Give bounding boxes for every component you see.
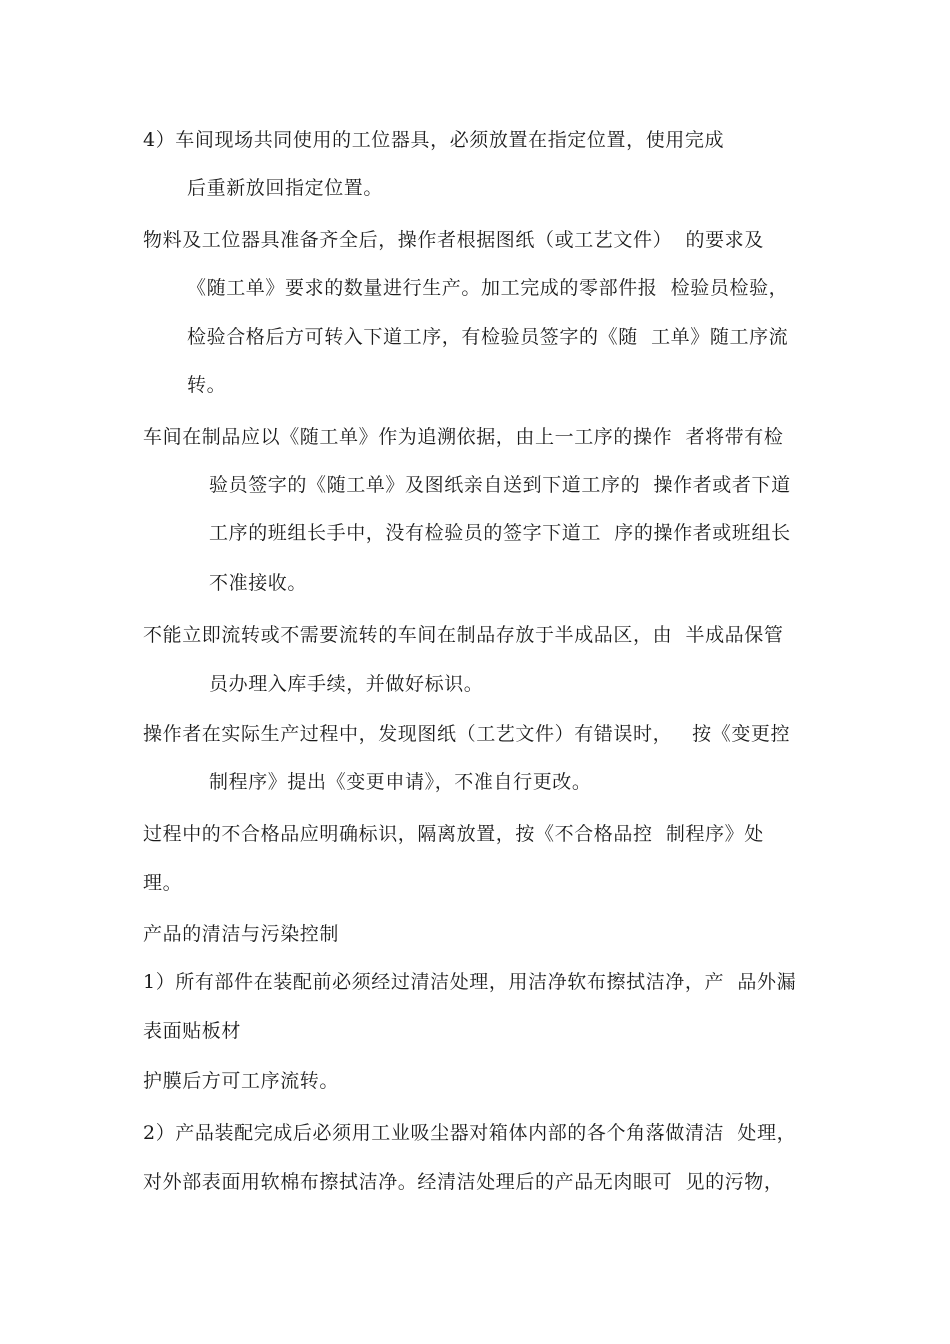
text-line: 过程中的不合格品应明确标识，隔离放置，按《不合格品控 制程序》处 [143, 823, 764, 845]
text-line: 车间在制品应以《随工单》作为追溯依据，由上一工序的操作 者将带有检 [143, 426, 784, 448]
text-line: 不准接收。 [209, 572, 308, 594]
text-line: 对外部表面用软棉布擦拭洁净。经清洁处理后的产品无肉眼可 见的污物， [143, 1171, 784, 1193]
text-line: 操作者在实际生产过程中，发现图纸（工艺文件）有错误时， 按《变更控 [143, 723, 791, 745]
text-line: 《随工单》要求的数量进行生产。加工完成的零部件报 检验员检验， [187, 277, 789, 299]
text-line: 4）车间现场共同使用的工位器具，必须放置在指定位置，使用完成 [143, 129, 725, 151]
text-line: 制程序》提出《变更申请》，不准自行更改。 [209, 771, 592, 793]
text-line: 1）所有部件在装配前必须经过清洁处理，用洁净软布擦拭洁净，产 品外漏 [143, 971, 797, 993]
text-line: 护膜后方可工序流转。 [143, 1070, 340, 1092]
text-line: 理。 [143, 872, 183, 894]
text-line: 转。 [187, 374, 227, 396]
text-line: 2）产品装配完成后必须用工业吸尘器对箱体内部的各个角落做清洁 处理， [143, 1122, 797, 1144]
text-line: 物料及工位器具准备齐全后，操作者根据图纸（或工艺文件） 的要求及 [143, 229, 764, 251]
text-line: 后重新放回指定位置。 [187, 177, 384, 199]
section-heading: 产品的清洁与污染控制 [143, 923, 340, 945]
text-line: 工序的班组长手中，没有检验员的签字下道工 序的操作者或班组长 [209, 522, 791, 544]
text-line: 员办理入库手续，并做好标识。 [209, 673, 484, 695]
text-line: 表面贴板材 [143, 1020, 242, 1042]
text-line: 验员签字的《随工单》及图纸亲自送到下道工序的 操作者或者下道 [209, 474, 791, 496]
text-line: 检验合格后方可转入下道工序，有检验员签字的《随 工单》随工序流 [187, 326, 789, 348]
text-line: 不能立即流转或不需要流转的车间在制品存放于半成品区，由 半成品保管 [143, 624, 784, 646]
